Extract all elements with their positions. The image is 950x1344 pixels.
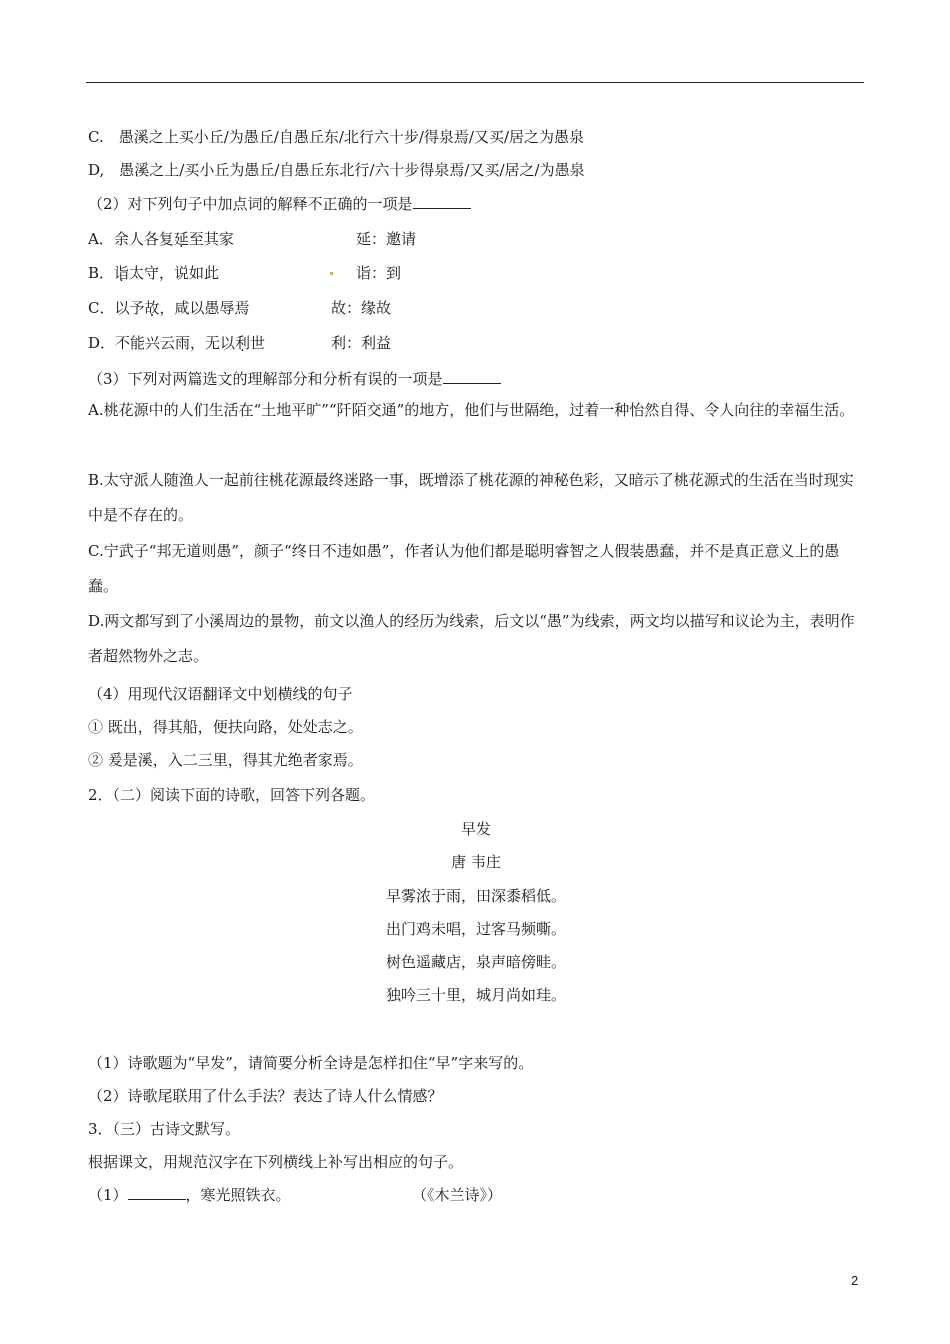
page-number: 2	[851, 1273, 859, 1288]
dotted-word: 延	[173, 230, 189, 248]
q2-prompt	[88, 194, 471, 214]
poem-title: 早发	[460, 820, 491, 838]
answer-blank[interactable]	[413, 194, 471, 209]
dotted-word: 故	[144, 299, 160, 317]
q2-option-d: D．不能兴云雨，无以利世	[88, 334, 266, 352]
q3-prompt	[88, 369, 501, 389]
q2-option-a: A．余人各复延至其家	[88, 230, 234, 248]
q2-gloss-a: 延：邀请	[356, 230, 417, 248]
answer-blank[interactable]	[443, 369, 501, 384]
q2-gloss-d: 利：利益	[331, 334, 392, 352]
section3-q1-source: （《木兰诗》）	[412, 1186, 503, 1204]
poem-line: 出门鸡未唱，过客马频嘶。	[385, 920, 566, 938]
section3-instruction: 根据课文，用规范汉字在下列横线上补写出相应的句子。	[88, 1153, 464, 1171]
stray-mark	[330, 272, 333, 275]
poem-line: 树色遥藏店，泉声暗傍畦。	[385, 953, 566, 971]
dotted-word: 利	[235, 334, 251, 352]
section2-heading: 2．（二）阅读下面的诗歌，回答下列各题。	[88, 786, 376, 804]
section3-q1: （1） ，寒光照铁衣。	[88, 1186, 291, 1204]
section2-q2: （2）诗歌尾联用了什么手法？表达了诗人什么情感？	[88, 1087, 443, 1105]
q3-prompt-text: （3）下列对两篇选文的理解部分和分析有误的一项是	[88, 370, 443, 388]
dotted-word: 诣	[114, 264, 130, 282]
q1-option-d: D, 愚溪之上/买小丘为愚丘/自愚丘东北行/六十步得泉焉/又买/居之/为愚泉	[88, 161, 585, 179]
q1-option-c: C. 愚溪之上买小丘/为愚丘/自愚丘东/北行六十步/得泉焉/又买/居之为愚泉	[88, 128, 585, 146]
q3-option-a: A.桃花源中的人们生活在“土地平旷”“阡陌交通”的地方，他们与世隔绝，过着一种怡然自得、令人向往的幸福生活。	[88, 401, 855, 419]
section2-q1: （1）诗歌题为“早发”，请简要分析全诗是怎样扣住“早”字来写的。	[88, 1054, 534, 1072]
poem-line: 早雾浓于雨，田深黍稻低。	[385, 887, 566, 905]
q2-prompt-text: （2）对下列句子中加点词的解释不正确的一项是	[88, 195, 413, 213]
poem-author: 唐 韦庄	[451, 853, 501, 871]
q3-option-c: C.宁武子“邦无道则愚”，颜子“终日不违如愚”，作者认为他们都是聪明睿智之人假装愚蠢，并不是真正意义上的愚蠢。	[88, 542, 840, 595]
q3-option-d: D.两文都写到了小溪周边的景物，前文以渔人的经历为线索，后文以“愚”为线索，两文均以描写和议论为主，表明作者超然物外之志。	[88, 612, 855, 665]
q2-gloss-c: 故：缘故	[331, 299, 392, 317]
section3-heading: 3．（三）古诗文默写。	[88, 1120, 241, 1138]
q2-option-c: C．以予故，咸以愚辱焉	[88, 299, 250, 317]
q4-sentence-1: ① 既出，得其船，便扶向路，处处志之。	[88, 718, 363, 736]
q4-prompt: （4）用现代汉语翻译文中划横线的句子	[88, 685, 353, 703]
q2-gloss-b: 诣：到	[356, 264, 402, 282]
poem-line: 独吟三十里，城月尚如珪。	[385, 986, 566, 1004]
q4-sentence-2: ② 爰是溪，入二三里，得其尤绝者家焉。	[88, 751, 363, 769]
answer-blank[interactable]	[128, 1185, 186, 1200]
q3-option-b: B.太守派人随渔人一起前往桃花源最终迷路一事，既增添了桃花源的神秘色彩，又暗示了桃花源式的生活在当时现实中是不存在的。	[88, 471, 854, 524]
q2-option-b: B．诣太守，说如此	[88, 264, 220, 282]
header-rule	[86, 82, 864, 83]
